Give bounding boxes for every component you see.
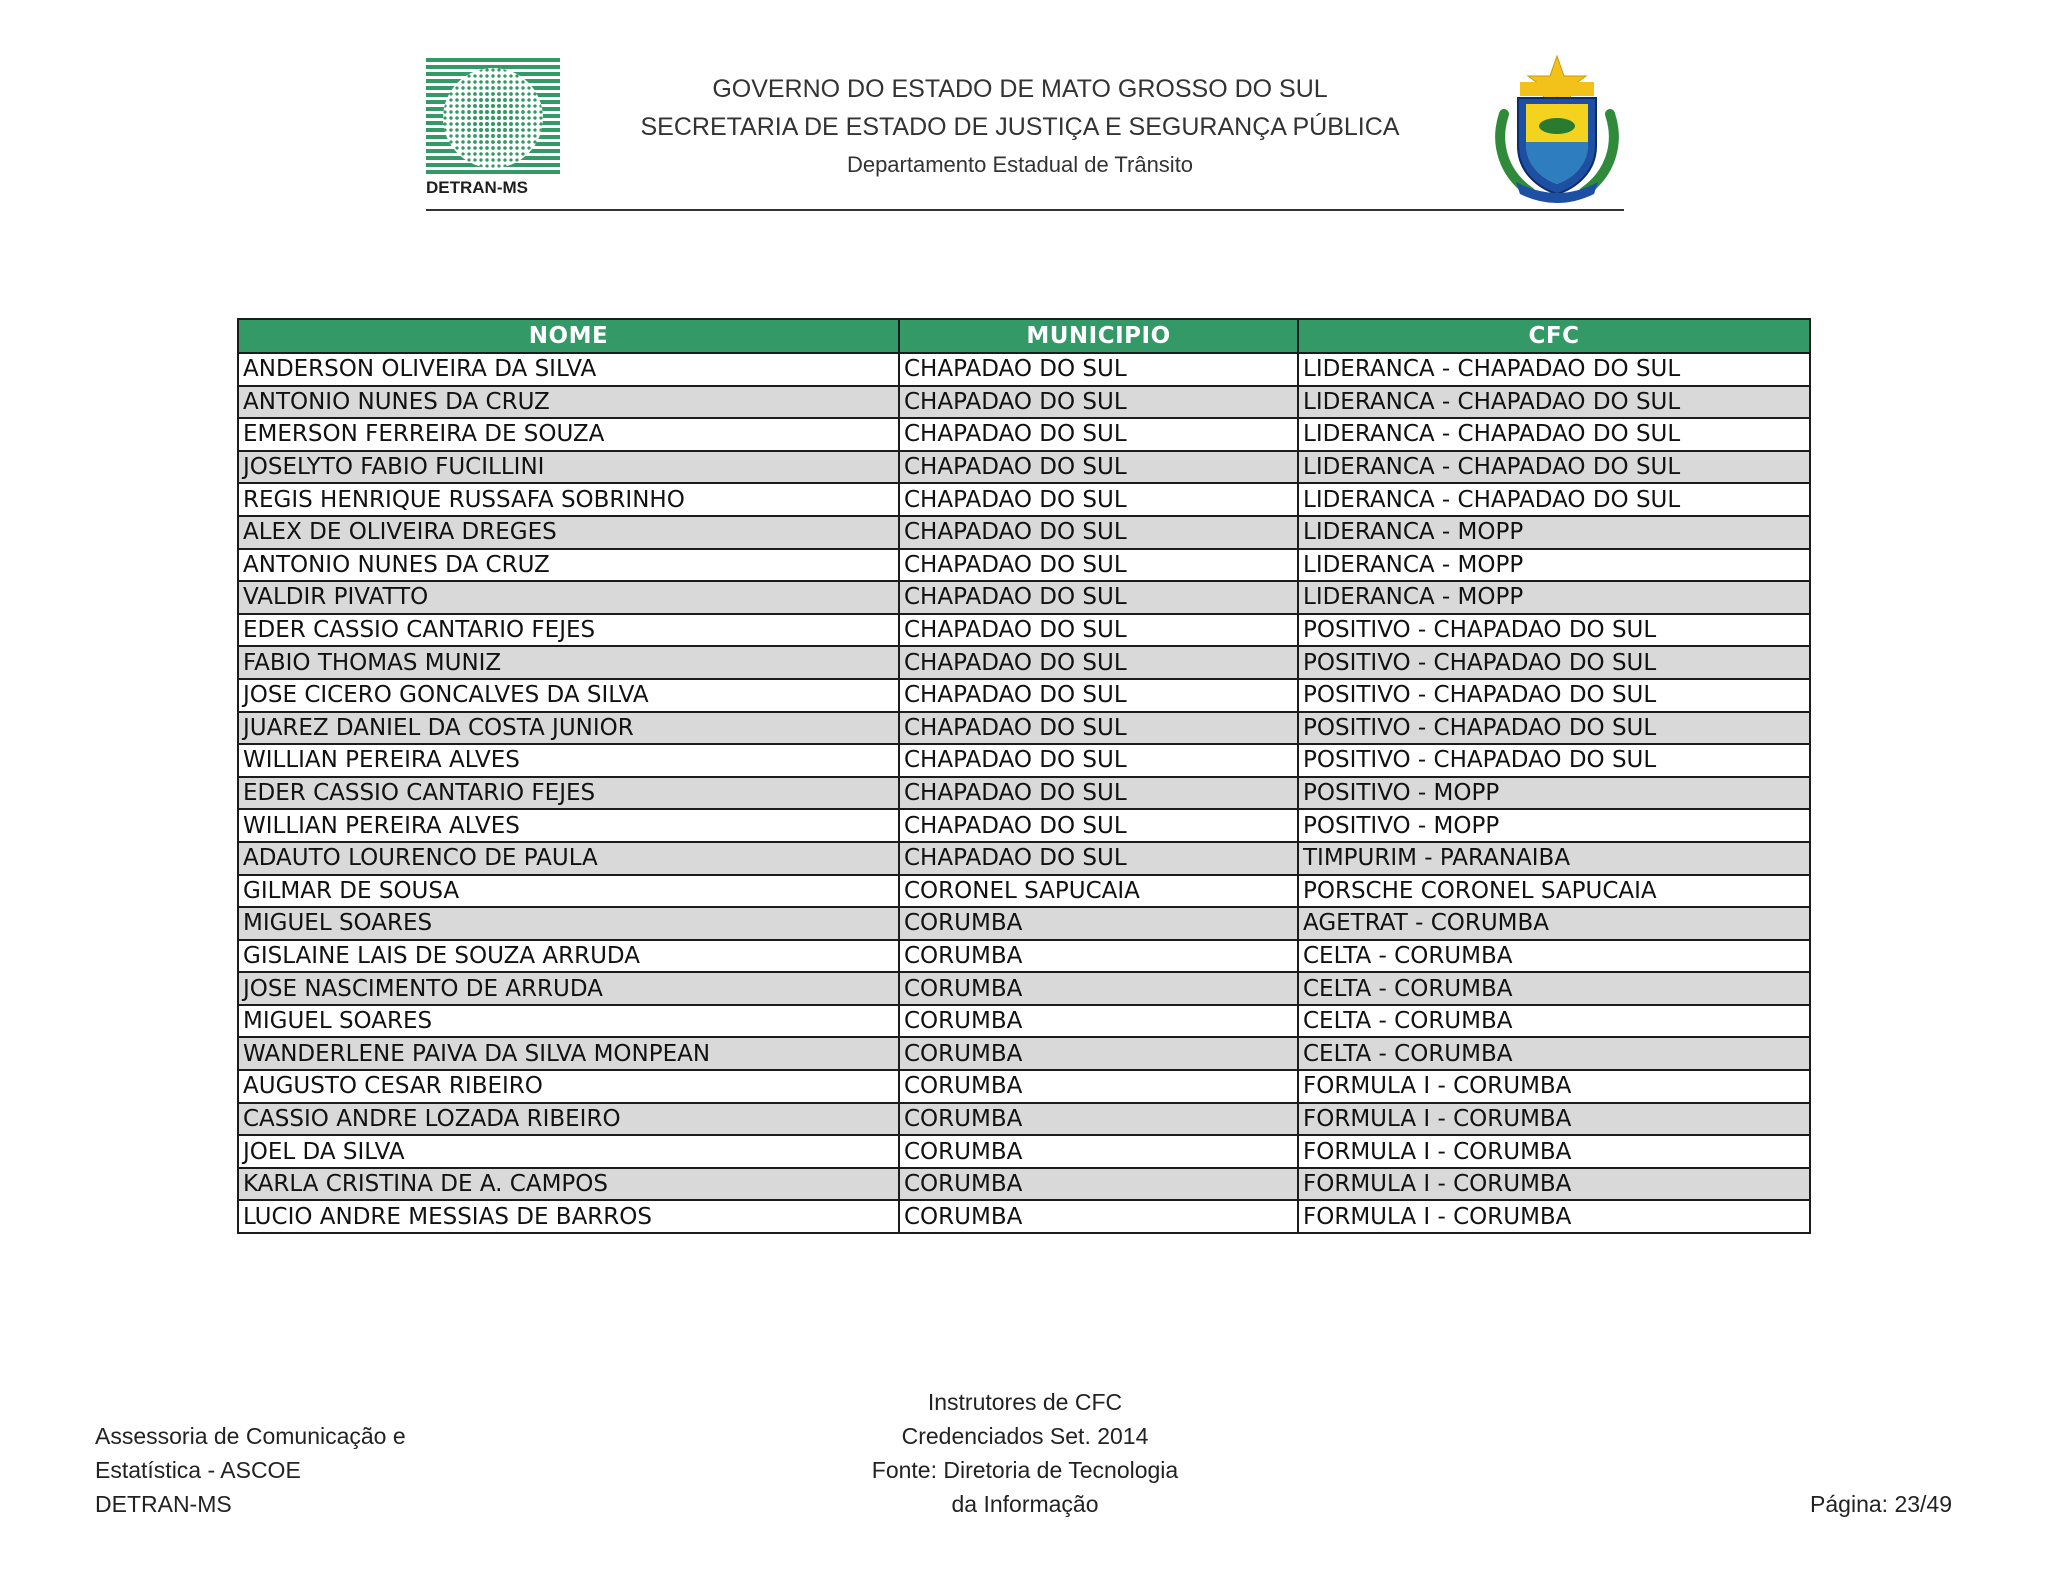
- cell-municipio: CHAPADAO DO SUL: [899, 386, 1298, 419]
- cell-municipio: CHAPADAO DO SUL: [899, 516, 1298, 549]
- cell-nome: GISLAINE LAIS DE SOUZA ARRUDA: [238, 940, 899, 973]
- cell-cfc: FORMULA I - CORUMBA: [1298, 1168, 1810, 1201]
- cell-cfc: POSITIVO - MOPP: [1298, 777, 1810, 810]
- cell-nome: LUCIO ANDRE MESSIAS DE BARROS: [238, 1200, 899, 1233]
- table-row: [238, 809, 1810, 842]
- cell-municipio: CORUMBA: [899, 1200, 1298, 1233]
- cell-municipio: CHAPADAO DO SUL: [899, 353, 1298, 386]
- cell-cfc: POSITIVO - MOPP: [1298, 809, 1810, 842]
- cell-nome: VALDIR PIVATTO: [238, 581, 899, 614]
- footer-credits-line: Assessoria de Comunicação e: [95, 1423, 406, 1449]
- cell-cfc: CELTA - CORUMBA: [1298, 940, 1810, 973]
- table-row: [238, 744, 1810, 777]
- header-divider: [426, 209, 1624, 211]
- cell-nome: ADAUTO LOURENCO DE PAULA: [238, 842, 899, 875]
- table-row: [238, 875, 1810, 908]
- table-row: [238, 907, 1810, 940]
- table-row: [238, 940, 1810, 973]
- cell-cfc: FORMULA I - CORUMBA: [1298, 1135, 1810, 1168]
- footer-report-line: Instrutores de CFC: [927, 1389, 1123, 1415]
- cell-nome: JUAREZ DANIEL DA COSTA JUNIOR: [238, 712, 899, 745]
- table-row: [238, 777, 1810, 810]
- cell-municipio: CORUMBA: [899, 940, 1298, 973]
- table-row: [238, 386, 1810, 419]
- cell-municipio: CHAPADAO DO SUL: [899, 483, 1298, 516]
- cell-cfc: LIDERANCA - MOPP: [1298, 581, 1810, 614]
- cell-cfc: CELTA - CORUMBA: [1298, 972, 1810, 1005]
- cell-cfc: POSITIVO - CHAPADAO DO SUL: [1298, 679, 1810, 712]
- table-row: [238, 646, 1810, 679]
- table-row: [238, 516, 1810, 549]
- cell-nome: WANDERLENE PAIVA DA SILVA MONPEAN: [238, 1037, 899, 1070]
- cell-cfc: POSITIVO - CHAPADAO DO SUL: [1298, 744, 1810, 777]
- cell-cfc: LIDERANCA - MOPP: [1298, 549, 1810, 582]
- cell-nome: EDER CASSIO CANTARIO FEJES: [238, 614, 899, 647]
- cell-municipio: CHAPADAO DO SUL: [899, 842, 1298, 875]
- column-header-cfc: CFC: [1298, 319, 1810, 353]
- column-header-nome: NOME: [238, 319, 899, 353]
- cell-cfc: CELTA - CORUMBA: [1298, 1037, 1810, 1070]
- table-row: [238, 483, 1810, 516]
- cell-nome: ANTONIO NUNES DA CRUZ: [238, 386, 899, 419]
- cell-nome: GILMAR DE SOUSA: [238, 875, 899, 908]
- cell-municipio: CHAPADAO DO SUL: [899, 549, 1298, 582]
- cell-nome: JOSELYTO FABIO FUCILLINI: [238, 451, 899, 484]
- cell-municipio: CHAPADAO DO SUL: [899, 777, 1298, 810]
- detran-globe-icon: [426, 56, 560, 176]
- table-row: [238, 581, 1810, 614]
- footer-report-line: Fonte: Diretoria de Tecnologia: [871, 1457, 1179, 1483]
- cell-cfc: TIMPURIM - PARANAIBA: [1298, 842, 1810, 875]
- footer-credits-line: DETRAN-MS: [95, 1491, 232, 1517]
- cell-cfc: FORMULA I - CORUMBA: [1298, 1070, 1810, 1103]
- cell-nome: JOEL DA SILVA: [238, 1135, 899, 1168]
- header-line-secretariat: SECRETARIA DE ESTADO DE JUSTIÇA E SEGURANÇA PÚBLICA: [640, 113, 1400, 141]
- table-row: [238, 679, 1810, 712]
- cell-cfc: LIDERANCA - MOPP: [1298, 516, 1810, 549]
- table-row: [238, 418, 1810, 451]
- logo-caption: DETRAN-MS: [426, 178, 528, 197]
- cell-municipio: CHAPADAO DO SUL: [899, 614, 1298, 647]
- cell-municipio: CORUMBA: [899, 907, 1298, 940]
- cell-cfc: LIDERANCA - CHAPADAO DO SUL: [1298, 483, 1810, 516]
- cell-municipio: CHAPADAO DO SUL: [899, 418, 1298, 451]
- cell-municipio: CORUMBA: [899, 1168, 1298, 1201]
- table-row: [238, 1135, 1810, 1168]
- cell-nome: KARLA CRISTINA DE A. CAMPOS: [238, 1168, 899, 1201]
- cell-cfc: LIDERANCA - CHAPADAO DO SUL: [1298, 451, 1810, 484]
- cell-nome: MIGUEL SOARES: [238, 907, 899, 940]
- cell-cfc: FORMULA I - CORUMBA: [1298, 1200, 1810, 1233]
- header-line-department: Departamento Estadual de Trânsito: [846, 152, 1194, 177]
- cell-nome: WILLIAN PEREIRA ALVES: [238, 809, 899, 842]
- cell-nome: EMERSON FERREIRA DE SOUZA: [238, 418, 899, 451]
- cell-nome: JOSE CICERO GONCALVES DA SILVA: [238, 679, 899, 712]
- cell-cfc: CELTA - CORUMBA: [1298, 1005, 1810, 1038]
- cell-municipio: CORUMBA: [899, 1103, 1298, 1136]
- detran-ms-logo: [426, 56, 560, 204]
- cell-nome: MIGUEL SOARES: [238, 1005, 899, 1038]
- footer-credits: [95, 1419, 406, 1521]
- cell-cfc: LIDERANCA - CHAPADAO DO SUL: [1298, 418, 1810, 451]
- cell-cfc: LIDERANCA - CHAPADAO DO SUL: [1298, 353, 1810, 386]
- cell-nome: WILLIAN PEREIRA ALVES: [238, 744, 899, 777]
- table-row: [238, 549, 1810, 582]
- cell-cfc: POSITIVO - CHAPADAO DO SUL: [1298, 614, 1810, 647]
- state-coat-of-arms-icon: [1490, 54, 1624, 204]
- cell-nome: ANTONIO NUNES DA CRUZ: [238, 549, 899, 582]
- table-row: [238, 1070, 1810, 1103]
- cell-municipio: CORUMBA: [899, 1135, 1298, 1168]
- page-number: Página: 23/49: [1810, 1491, 1952, 1517]
- cell-cfc: POSITIVO - CHAPADAO DO SUL: [1298, 712, 1810, 745]
- cell-municipio: CORUMBA: [899, 972, 1298, 1005]
- cell-nome: ALEX DE OLIVEIRA DREGES: [238, 516, 899, 549]
- table-row: [238, 972, 1810, 1005]
- table-row: [238, 1200, 1810, 1233]
- table-row: [238, 712, 1810, 745]
- cell-municipio: CHAPADAO DO SUL: [899, 581, 1298, 614]
- cell-municipio: CHAPADAO DO SUL: [899, 646, 1298, 679]
- cell-municipio: CHAPADAO DO SUL: [899, 679, 1298, 712]
- cell-municipio: CHAPADAO DO SUL: [899, 712, 1298, 745]
- column-header-municipio: MUNICIPIO: [899, 319, 1298, 353]
- table-row: [238, 451, 1810, 484]
- table-row: [238, 1037, 1810, 1070]
- cell-nome: EDER CASSIO CANTARIO FEJES: [238, 777, 899, 810]
- header-line-government: GOVERNO DO ESTADO DE MATO GROSSO DO SUL: [712, 75, 1328, 103]
- cell-cfc: AGETRAT - CORUMBA: [1298, 907, 1810, 940]
- cell-municipio: CHAPADAO DO SUL: [899, 744, 1298, 777]
- table-body: [238, 353, 1810, 1233]
- cell-municipio: CORONEL SAPUCAIA: [899, 875, 1298, 908]
- cell-nome: AUGUSTO CESAR RIBEIRO: [238, 1070, 899, 1103]
- cell-nome: CASSIO ANDRE LOZADA RIBEIRO: [238, 1103, 899, 1136]
- table-row: [238, 1005, 1810, 1038]
- footer-credits-line: Estatística - ASCOE: [95, 1457, 301, 1483]
- cell-municipio: CHAPADAO DO SUL: [899, 451, 1298, 484]
- header-title-block: [560, 70, 1480, 184]
- cell-nome: FABIO THOMAS MUNIZ: [238, 646, 899, 679]
- footer-report-line: da Informação: [951, 1491, 1099, 1517]
- table-header-row: [238, 319, 1810, 353]
- table-row: [238, 1168, 1810, 1201]
- cell-cfc: PORSCHE CORONEL SAPUCAIA: [1298, 875, 1810, 908]
- cell-nome: JOSE NASCIMENTO DE ARRUDA: [238, 972, 899, 1005]
- cell-cfc: FORMULA I - CORUMBA: [1298, 1103, 1810, 1136]
- cell-municipio: CORUMBA: [899, 1070, 1298, 1103]
- footer-report-info: [820, 1385, 1230, 1521]
- table-row: [238, 614, 1810, 647]
- cell-nome: REGIS HENRIQUE RUSSAFA SOBRINHO: [238, 483, 899, 516]
- cell-municipio: CORUMBA: [899, 1005, 1298, 1038]
- table-row: [238, 1103, 1810, 1136]
- instructors-table: [237, 318, 1811, 1234]
- cell-nome: ANDERSON OLIVEIRA DA SILVA: [238, 353, 899, 386]
- table-header: [238, 319, 1810, 353]
- table-row: [238, 353, 1810, 386]
- footer-report-line: Credenciados Set. 2014: [901, 1423, 1149, 1449]
- cell-municipio: CORUMBA: [899, 1037, 1298, 1070]
- cell-municipio: CHAPADAO DO SUL: [899, 809, 1298, 842]
- table-row: [238, 842, 1810, 875]
- cell-cfc: LIDERANCA - CHAPADAO DO SUL: [1298, 386, 1810, 419]
- cell-cfc: POSITIVO - CHAPADAO DO SUL: [1298, 646, 1810, 679]
